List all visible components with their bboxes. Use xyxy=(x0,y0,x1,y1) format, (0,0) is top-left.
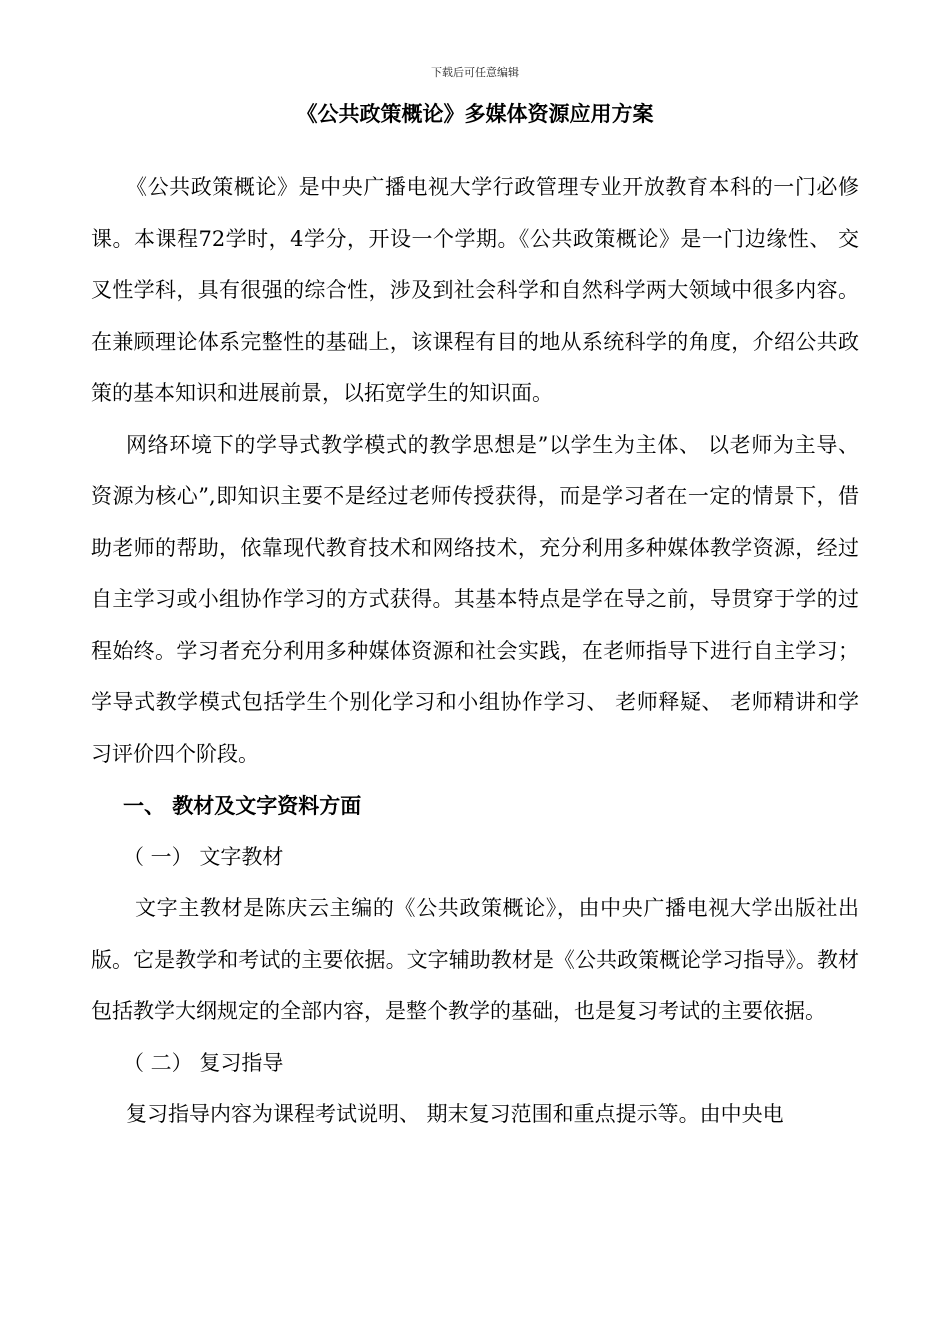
review-guide-paragraph: 复习指导内容为课程考试说明、 期末复习范围和重点提示等。由中央电 xyxy=(126,1102,784,1126)
text-materials-paragraph: 文字主教材是陈庆云主编的《公共政策概论》，由中央广播电视大学出版社出版。它是教学和考试的主要依据。文字辅助教材是《公共政策概论学习指导》。教材包括教学大纲规定的全部内容，是整个教学的基础，也是复习考试的主要依据。 xyxy=(91,896,859,1023)
teaching-model-paragraph: 网络环境下的学导式教学模式的教学思想是”以学生为主体、 以老师为主导、 资源为核心”,即知识主要不是经过老师传授获得，而是学习者在一定的情景下，借助老师的帮助，依靠现代教育技术和网络技术，充分利用多种媒体教学资源，经过自主学习或小组协作学习的方式获得。其基本特点是学在导之前，导贯穿于学的过程始终。学习者充分利用多种媒体资源和社会实践，在老师指导下进行自主学习；学导式教学模式包括学生个别化学习和小组协作学习、 老师释疑、 老师精讲和学习评价四个阶段。 xyxy=(91,432,859,766)
subsection-heading-review-guide: （ 二） 复习指导 xyxy=(123,1050,284,1075)
subsection-heading-text-materials: （ 一） 文字教材 xyxy=(123,844,284,869)
intro-paragraph: 《公共政策概论》是中央广播电视大学行政管理专业开放教育本科的一门必修课。本课程72学时，4学分，开设一个学期。《公共政策概论》是一门边缘性、 交叉性学科，具有很强的综合性，涉及到社会科学和自然科学两大领域中很多内容。在兼顾理论体系完整性的基础上，该课程有目的地从系统科学的角度，介绍公共政策的基本知识和进展前景，以拓宽学生的知识面。 xyxy=(91,175,859,405)
document-title: 《公共政策概论》多媒体资源应用方案 xyxy=(296,101,654,126)
header-note: 下载后可任意编辑 xyxy=(431,66,519,79)
section-heading-textbooks: 一、 教材及文字资料方面 xyxy=(123,793,362,818)
document-body xyxy=(91,162,859,1141)
